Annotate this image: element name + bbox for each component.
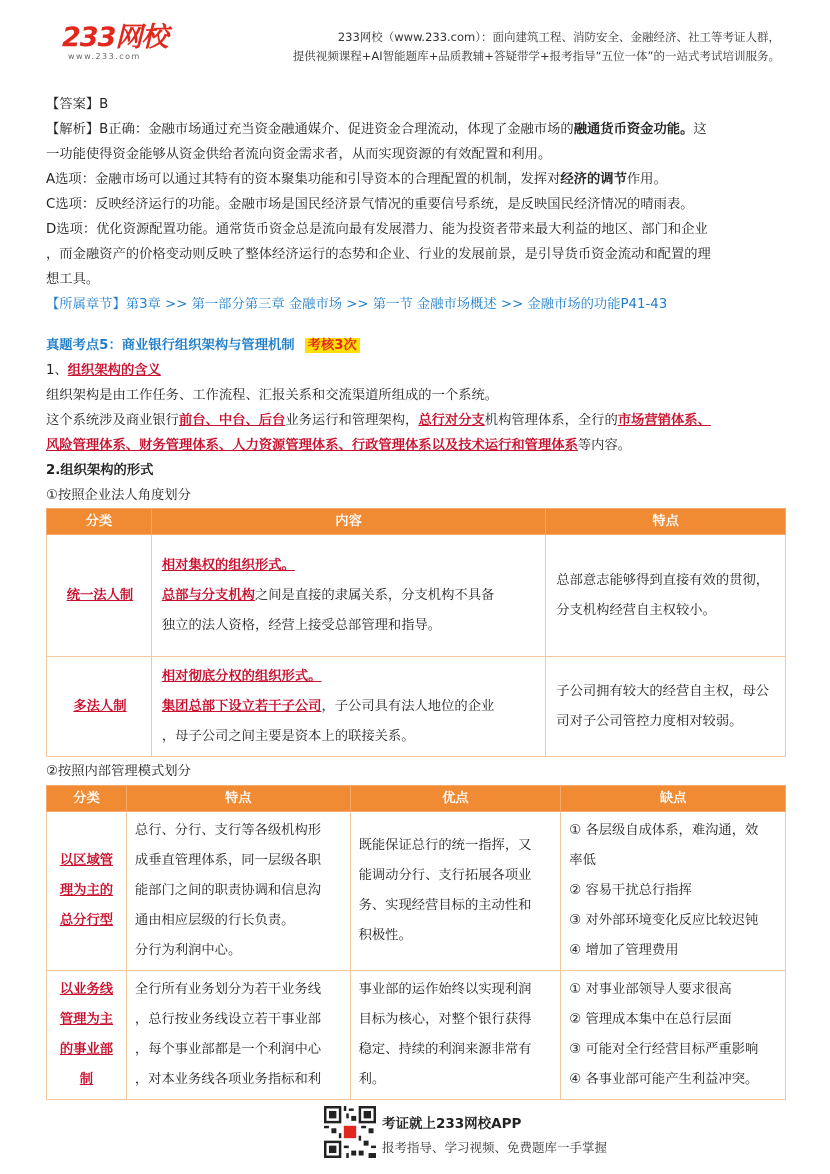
- pros-cell: 既能保证总行的统一指挥，又 能调动分行、支行拓展各项业 务、实现经营目标的主动性和 积极性。: [350, 812, 561, 971]
- footer-app-title: 考证就上233网校APP: [382, 1116, 522, 1132]
- option-d-explanation-3: 想工具。: [46, 272, 100, 287]
- header-description: [293, 28, 780, 66]
- table-row: [47, 812, 786, 971]
- category-cell: 以区域管 理为主的 总分行型: [47, 812, 127, 971]
- exam-count-badge: 考核3次: [305, 338, 360, 353]
- definition-paragraph: 组织架构是由工作任务、工作流程、汇报关系和交流渠道所组成的一个系统。: [46, 388, 499, 403]
- col-header-category: 分类: [47, 509, 152, 535]
- system-paragraph-1: 这个系统涉及商业银行前台、中台、后台业务运行和管理架构，总行对分支机构管理体系，全行的市场营销体系、: [46, 413, 711, 428]
- option-d-explanation-2: ，而金融资产的价格变动则反映了整体经济运行的态势和企业、行业的发展前景，是引导货币资金流动和配置的理: [46, 247, 711, 262]
- option-c-explanation: C选项：反映经济运行的功能。金融市场是国民经济景气情况的重要信号系统，是反映国民经济情况的晴雨表。: [46, 197, 694, 212]
- feature-cell: 总行、分行、支行等各级机构形 成垂直管理体系，同一层级各职 能部门之间的职责协调和信息沟 通由相应层级的行长负责。 分行为利润中心。: [126, 812, 350, 971]
- chapter-link[interactable]: 【所属章节】第3章 >> 第一部分第三章 金融市场 >> 第一节 金融市场概述 >> 金融市场的功能P41-43: [46, 297, 668, 312]
- section-title: 真题考点5：商业银行组织架构与管理机制 考核3次: [46, 333, 786, 358]
- heading-2: 2.组织架构的形式: [46, 463, 154, 478]
- header-line-2: 提供视频课程+AI智能题库+品质教辅+答疑带学+报考指导“五位一体”的一站式考试培训服务。: [292, 49, 780, 63]
- heading-1: 1、组织架构的含义: [46, 363, 161, 378]
- cons-cell: ① 对事业部领导人要求很高 ② 管理成本集中在总行层面 ③ 可能对全行经营目标严重影响 ④ 各事业部可能产生利益冲突。: [561, 971, 786, 1100]
- content-cell: 相对集权的组织形式。 总部与分支机构之间是直接的隶属关系，分支机构不具备 独立的法人资格，经营上接受总部管理和指导。: [151, 535, 545, 657]
- col-header-category: 分类: [47, 786, 127, 812]
- analysis-line-2: 一功能使得资金能够从资金供给者流向资金需求者，从而实现资源的有效配置和利用。: [46, 147, 552, 162]
- col-header-feature: 特点: [126, 786, 350, 812]
- feature-cell: 子公司拥有较大的经营自主权，母公 司对子公司管控力度相对较弱。: [546, 657, 786, 757]
- col-header-cons: 缺点: [561, 786, 786, 812]
- feature-cell: 总部意志能够得到直接有效的贯彻， 分支机构经营自主权较小。: [546, 535, 786, 657]
- management-mode-table: [46, 785, 786, 1100]
- cons-cell: ① 各层级自成体系，难沟通，效 率低 ② 容易干扰总行指挥 ③ 对外部环境变化反应比较迟钝 ④ 增加了管理费用: [561, 812, 786, 971]
- subheading-management-mode: ②按照内部管理模式划分: [46, 764, 191, 779]
- page-header: [0, 0, 830, 70]
- legal-person-table: [46, 508, 786, 757]
- pros-cell: 事业部的运作始终以实现利润 目标为核心，对整个银行获得 稳定、持续的利润来源非常有 利。: [350, 971, 561, 1100]
- page-footer: [324, 1106, 644, 1162]
- footer-app-subtitle: 报考指导、学习视频、免费题库一手掌握: [382, 1140, 608, 1155]
- category-cell: 以业务线 管理为主 的事业部 制: [47, 971, 127, 1100]
- qr-code-icon[interactable]: [324, 1106, 376, 1158]
- content-cell: 相对彻底分权的组织形式。 集团总部下设立若干子公司，子公司具有法人地位的企业 ，母子公司之间主要是资本上的联接关系。: [151, 657, 545, 757]
- logo-text: 233网校: [62, 22, 168, 53]
- option-a-explanation: A选项：金融市场可以通过其特有的资本聚集功能和引导资本的合理配置的机制，发挥对经济的调节作用。: [46, 172, 667, 187]
- table-row: [47, 535, 786, 657]
- analysis-line-1: 【解析】B正确：金融市场通过充当资金融通媒介、促进资金合理流动，体现了金融市场的融通货币资金功能。这: [46, 122, 707, 137]
- 233-logo[interactable]: [62, 24, 180, 64]
- col-header-pros: 优点: [350, 786, 561, 812]
- table-header-row: [47, 509, 786, 535]
- feature-cell: 全行所有业务划分为若干业务线 ，总行按业务线设立若干事业部 ，每个事业部都是一个利润中心 ，对本业务线各项业务指标和利: [126, 971, 350, 1100]
- option-d-explanation-1: D选项：优化资源配置功能。通常货币资金总是流向最有发展潜力、能为投资者带来最大利益的地区、部门和企业: [46, 222, 708, 237]
- category-cell: 多法人制: [47, 657, 152, 757]
- table-row: [47, 657, 786, 757]
- category-cell: 统一法人制: [47, 535, 152, 657]
- logo-url: www.233.com: [68, 52, 141, 61]
- table-row: [47, 971, 786, 1100]
- col-header-content: 内容: [151, 509, 545, 535]
- header-line-1: 233网校（www.233.com）：面向建筑工程、消防安全、金融经济、社工等考证人群，: [337, 30, 780, 44]
- system-paragraph-2: 风险管理体系、财务管理体系、人力资源管理体系、行政管理体系以及技术运行和管理体系等内容。: [46, 438, 632, 453]
- page-content: [46, 92, 786, 1100]
- subheading-legal-person: ①按照企业法人角度划分: [46, 488, 191, 503]
- answer-label: 【答案】B: [46, 97, 109, 112]
- col-header-feature: 特点: [546, 509, 786, 535]
- table-header-row: [47, 786, 786, 812]
